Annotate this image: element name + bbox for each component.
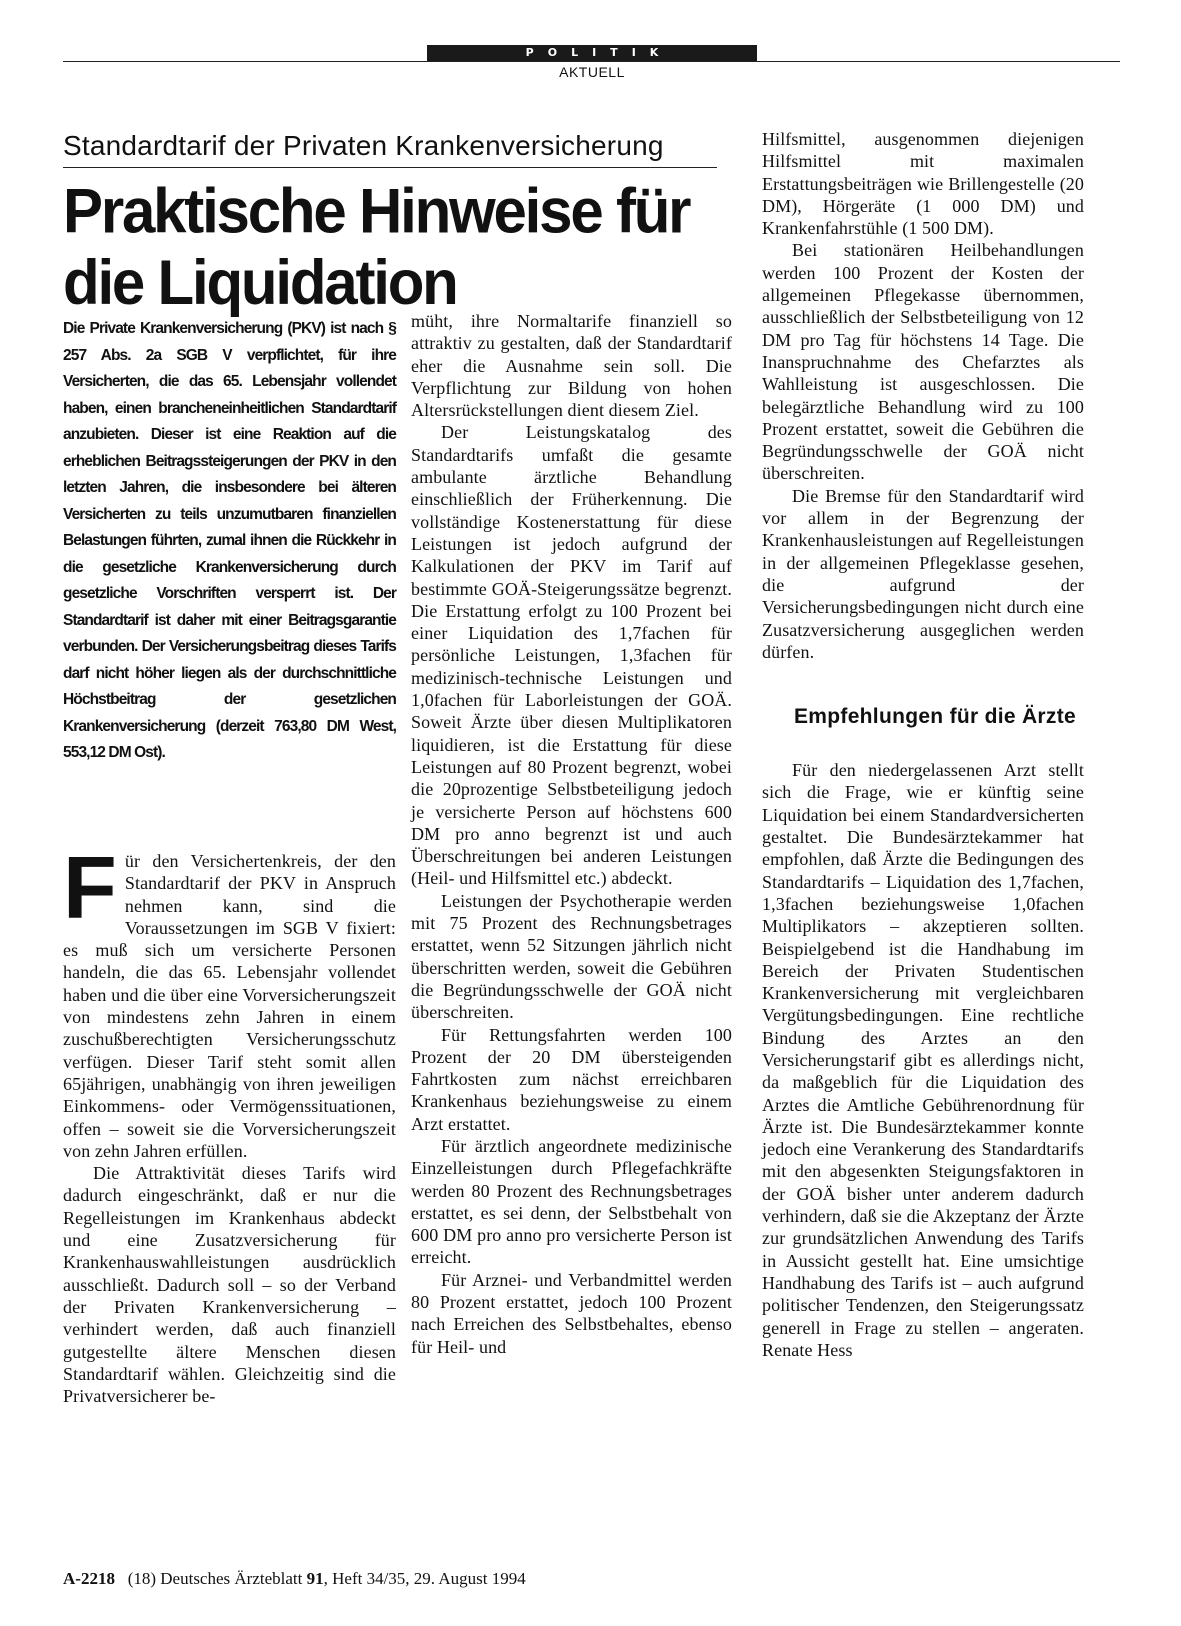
subsection-label: AKTUELL	[559, 64, 625, 80]
paragraph: Leistungen der Psychotherapie werden mit 75 Prozent des Rechnungsbetrages erstattet, wenn 52 Sitzungen jährlich nicht überschritten werden, soweit die Gebühren die Begründungsschwelle der GOÄ nicht überschreiten.	[411, 890, 732, 1023]
issue-info: , Heft 34/35, 29. August 1994	[323, 1569, 526, 1588]
paragraph: Für ärztlich angeordnete medizinische Einzelleistungen durch Pflegefachkräfte werden 80 Prozent des Rechnungsbetrages erstattet, es sei denn, der Selbstbehalt von 600 DM pro anno pro versicherte Person ist erreicht.	[411, 1135, 732, 1268]
paragraph: Der Leistungskatalog des Standardtarifs umfaßt die gesamte ambulante ärztliche Behandlung einschließlich der Früherkennung. Die vollständige Kostenerstattung für diese Leistungen ist jedoch aufgrund der Kalkulationen der PKV im Tarif auf bestimmte GOÄ-Steigerungssätze begrenzt. Die Erstattung erfolgt zu 100 Prozent bei einer Liquidation des 1,7fachen für persönliche Leistungen, 1,3fachen für medizinisch-technische Leistungen und 1,0fachen für Laborleistungen der GOÄ. Soweit Ärzte über diesen Multiplikatoren liquidieren, ist die Erstattung für diese Leistungen auf 80 Prozent begrenzt, wobei die 20prozentige Selbstbeteiligung jedoch je versicherte Person auf höchstens 600 DM pro anno begrenzt ist und auch Überschreitungen bei anderen Leistungen (Heil- und Hilfsmittel etc.) abdeckt.	[411, 422, 732, 889]
paragraph: Die Bremse für den Standardtarif wird vor allem in der Begrenzung der Krankenhausleistungen auf Regelleistungen in der allgemeinen Pflegeklasse gesehen, die aufgrund der Versicherungsbedingungen nicht durch eine Zusatzversicherung ausgeglichen werden dürfen.	[762, 485, 1084, 662]
section-subhead: Empfehlungen für die Ärzte	[794, 705, 1076, 729]
paragraph	[63, 838, 396, 1162]
page-number: A-2218	[63, 1569, 115, 1588]
article-kicker: Standardtarif der Privaten Krankenversicherung	[63, 130, 717, 168]
paragraph: Für den niedergelassenen Arzt stellt sich die Frage, wie er künftig seine Liquidation bei einem Standardversicherten gestaltet. Die Bundesärztekammer hat empfohlen, daß Ärzte die Bedingungen des Standardtarifs – Liquidation des 1,7fachen, 1,3fachen beziehungsweise 1,0fachen Multiplikators – akzeptieren sollten. Beispielgebend ist die Handhabung im Bereich der Privaten Studentischen Krankenversicherung mit vergleichbaren Vergütungsbedingungen. Eine rechtliche Bindung des Arztes an den Versicherungstarif gibt es allerdings nicht, da maßgeblich für die Liquidation des Arztes die Amtliche Gebührenordnung für Ärzte ist. Die Bundesärztekammer konnte jedoch eine Verankerung des Standardtarifs mit den abgesenkten Steigungsfaktoren in der GOÄ bisher unter anderem dadurch verhindern, daß sie die Akzeptanz der Ärzte zur grundsätzlichen Anwendung des Tarifs in Aussicht gestellt hat. Eine umsichtige Handhabung des Tarifs ist – auch aufgrund politischer Tendenzen, den Steigerungssatz generell in Frage zu stellen – angeraten. Renate Hess	[762, 760, 1084, 1360]
paragraph-text: ür den Versichertenkreis, der den Standardtarif der PKV in Anspruch nehmen kann, sind die Voraussetzungen im SGB V fixiert: es muß sich um versicherte Personen handeln, die das 65. Lebensjahr vollendet haben und die über eine Vorversicherungszeit von mindestens zehn Jahren in einem zuschußberechtigten Versicherungsschutz verfügen. Dieser Tarif steht somit allen 65jährigen, unabhängig von ihren jeweiligen Einkommens- oder Vermögenssituationen, offen – soweit sie die Vorversicherungszeit von zehn Jahren erfüllen.	[63, 851, 396, 1161]
paragraph: müht, ihre Normaltarife finanziell so attraktiv zu gestalten, daß der Standardtarif eher die Ausnahme sein soll. Die Verpflichtung zur Bildung von hohen Altersrückstellungen dient diesem Ziel.	[411, 311, 732, 421]
publication-name: (18) Deutsches Ärzteblatt	[127, 1569, 303, 1588]
paragraph: Die Attraktivität dieses Tarifs wird dadurch eingeschränkt, daß er nur die Regelleistungen im Krankenhaus abdeckt und eine Zusatzversicherung für Krankenhauswahlleistungen ausdrücklich ausschließt. Dadurch soll – so der Verband der Privaten Krankenversicherung – verhindert werden, daß auch finanziell gutgestellte ältere Menschen diesen Standardtarif wählen. Gleichzeitig sind die Privatversicherer be-	[63, 1163, 396, 1407]
paragraph: Bei stationären Heilbehandlungen werden 100 Prozent der Kosten der allgemeinen Pflegekasse übernommen, ausschließlich der Selbstbeteiligung von 12 DM pro Tag für höchstens 14 Tage. Die Inanspruchnahme des Chefarztes als Wahlleistung ist ausgeschlossen. Die belegärztliche Behandlung wird zu 100 Prozent erstattet, soweit die Gebühren die Begründungsschwelle der GOÄ nicht überschreiten.	[762, 240, 1084, 484]
article-lead: Die Private Krankenversicherung (PKV) ist nach § 257 Abs. 2a SGB V verpflichtet, für ihre Versicherten, die das 65. Lebensjahr vollendet haben, einen brancheneinheitlichen Standardtarif anzubieten. Dieser ist eine Reaktion auf die erheblichen Beitragssteigerungen der PKV in den letzten Jahren, die insbesondere bei älteren Versicherten zu teils unzumutbaren finanziellen Belastungen führten, zumal ihnen die Rückkehr in die gesetzliche Krankenversicherung durch gesetzliche Vorschriften versperrt ist. Der Standardtarif ist daher mit einer Beitragsgarantie verbunden. Der Versicherungsbeitrag dieses Tarifs darf nicht höher liegen als der durchschnittliche Höchstbeitrag der gesetzlichen Krankenversicherung (derzeit 763,80 DM West, 553,12 DM Ost).	[63, 320, 396, 761]
page-footer	[63, 1569, 526, 1589]
section-label: POLITIK	[427, 45, 757, 61]
body-column-2	[411, 310, 732, 1358]
body-column-3	[762, 128, 1084, 1361]
paragraph: Für Arznei- und Verbandmittel werden 80 Prozent erstattet, jedoch 100 Prozent nach Erreichen des Selbstbehaltes, ebenso für Heil- und	[411, 1269, 732, 1357]
volume-number: 91	[306, 1569, 324, 1588]
drop-cap: F	[63, 838, 117, 937]
article-headline: Praktische Hinweise für die Liquidation	[63, 176, 690, 318]
paragraph: Für Rettungsfahrten werden 100 Prozent der 20 DM übersteigenden Fahrtkosten zum nächst erreichbaren Krankenhaus beziehungsweise zu einem Arzt erstattet.	[411, 1024, 732, 1134]
rubric-rule	[63, 61, 1120, 62]
paragraph: Hilfsmittel, ausgenommen diejenigen Hilfsmittel mit maximalen Erstattungsbeiträgen wie Brillengestelle (20 DM), Hörgeräte (1 000 DM) und Krankenfahrstühle (1 500 DM).	[762, 129, 1084, 239]
body-column-1	[63, 838, 396, 1407]
